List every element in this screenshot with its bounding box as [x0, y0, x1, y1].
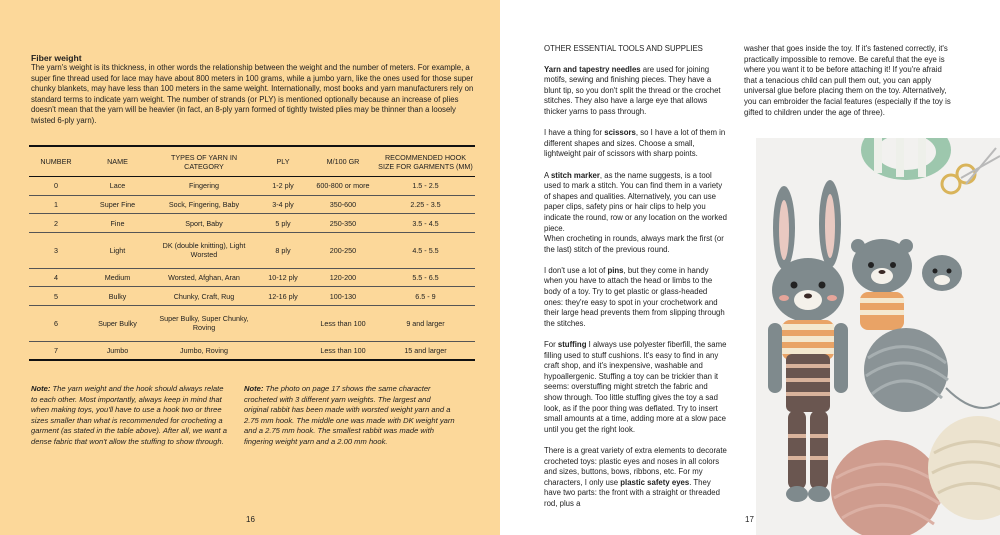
- table-cell: Medium: [83, 268, 152, 287]
- table-cell: 15 and larger: [376, 341, 475, 359]
- page-number-left: 16: [246, 515, 255, 524]
- scissors-icon: [942, 148, 1000, 193]
- note-label: Note:: [244, 384, 264, 393]
- table-row: [29, 233, 475, 269]
- col-header-types: TYPES OF YARN IN CATEGORY: [152, 147, 256, 177]
- note-label: Note:: [31, 384, 51, 393]
- note-photo: [244, 384, 457, 448]
- table-cell: 2.25 - 3.5: [376, 195, 475, 214]
- paragraph-stitch-marker: [544, 171, 727, 235]
- table-header-row: [29, 147, 475, 177]
- table-cell: 1.5 - 2.5: [412, 181, 439, 191]
- table-cell: Jumbo, Roving: [152, 341, 256, 359]
- paragraph-text: I always use polyester fiberfill, the same filling used to stuff cushions. It's easy to find in any craft shop, and it's inexpensive, washable and hypoallergenic. Stuffing a toy can be trickier than it seems: overstuffing might stretch the fabric and show through. Too little stuffing gives the toy a sad look, as if the poor thing was deflated. Try to insert small amounts at a time, adding more at a slow pace until you get the right look.: [544, 340, 727, 434]
- col-header-name: NAME: [83, 147, 152, 177]
- fiber-weight-paragraph: The yarn's weight is its thickness, in other words the relationship between the weight and the number of meters. For example, a super fine thread used for lace may have about 800 meters in 100 grams, while a jumbo yarn, like the ones used for those super chunky blankets, may have less than 100 meters in the same weight. Internationally, most books and yarn manufacturers rely on standard terms to indicate yarn weight. The number of strands (or PLY) is mentioned optionally because an increase of plies doesn't mean that the yarn will be heavier (in fact, an 8-ply yarn formed of tightly twisted plies may be thinner than a loosely twisted 6-ply yarn).: [31, 63, 474, 125]
- table-cell: 600-800 or more: [316, 181, 370, 191]
- table-row: [29, 341, 475, 359]
- table-cell: 5.5 - 6.5: [376, 268, 475, 287]
- medium-bunny-toy: [851, 239, 913, 330]
- table-cell: 4: [29, 268, 83, 287]
- yarn-weight-table: [29, 145, 475, 361]
- paragraph-text: I have a thing for: [544, 128, 605, 138]
- paragraph-text: For: [544, 340, 558, 350]
- large-bunny-toy: [768, 180, 848, 502]
- term-stuffing: stuffing: [557, 340, 587, 350]
- table-cell: Less than 100: [310, 306, 376, 342]
- striped-toy: [861, 138, 951, 180]
- paragraph-text: , but they come in handy when you have to attach the head or limbs to the body of a toy. Try to get plastic or glass-headed ones: they're easy to spot in your crochetwork and their large head prevents them from slipping through the stitches.: [544, 265, 725, 328]
- table-cell: DK (double knitting), Light Worsted: [152, 233, 256, 269]
- table-cell: [256, 341, 310, 359]
- term-safety-eyes: plastic safety eyes: [620, 477, 690, 487]
- table-cell: 9 and larger: [376, 306, 475, 342]
- table-cell: Sock, Fingering, Baby: [152, 195, 256, 214]
- table-cell: Fine: [83, 214, 152, 233]
- table-row: [29, 306, 475, 342]
- term-scissors: scissors: [604, 128, 636, 138]
- term-needles: Yarn and tapestry needles: [544, 64, 641, 74]
- table-cell: 250-350: [310, 214, 376, 233]
- table-cell: Jumbo: [83, 341, 152, 359]
- table-cell: Worsted, Afghan, Aran: [152, 268, 256, 287]
- col-header-meters: M/100 GR: [310, 147, 376, 177]
- section-title: OTHER ESSENTIAL TOOLS AND SUPPLIES: [544, 44, 703, 53]
- table-cell: 200-250: [310, 233, 376, 269]
- small-bunny-head: [922, 255, 962, 291]
- term-stitch-marker: stitch marker: [550, 170, 600, 180]
- table-cell: 120-200: [310, 268, 376, 287]
- paragraph-needles: [544, 65, 727, 118]
- table-cell: 1: [29, 195, 83, 214]
- col-header-hook-size: RECOMMENDED HOOK SIZE FOR GARMENTS (MM): [376, 147, 475, 177]
- table-cell: Super Bulky: [83, 306, 152, 342]
- paragraph-text: . They have two parts: the front with a straight or threaded rod, plus a: [544, 477, 720, 508]
- table-cell: 100-130: [310, 287, 376, 306]
- paragraph-text: A: [544, 170, 551, 180]
- table-cell: 4.5 - 5.5: [376, 233, 475, 269]
- table-cell: Less than 100: [310, 341, 376, 359]
- table-cell: 5: [29, 287, 83, 306]
- table-row: [29, 177, 475, 196]
- table-row: [29, 287, 475, 306]
- term-pins: pins: [607, 265, 624, 275]
- amigurumi-illustration: [756, 138, 1000, 535]
- table-cell: Chunky, Craft, Rug: [152, 287, 256, 306]
- table-cell: 3: [29, 233, 83, 269]
- paragraph-scissors: [544, 128, 727, 160]
- paragraph-text: I don't use a lot of: [544, 265, 608, 275]
- table-cell: Fingering: [189, 181, 219, 191]
- paragraph-safety-eyes: [544, 446, 727, 510]
- table-row: [29, 214, 475, 233]
- table-cell: 8 ply: [256, 233, 310, 269]
- paragraph-text: are used for joining motifs, sewing and finishing pieces. They have a blunt tip, so you don't split the thread or the crochet stitches. They also have a large eye that allows thicker yarns to pass through.: [544, 64, 721, 116]
- table-cell: 1-2 ply: [272, 181, 294, 191]
- note-text: The yarn weight and the hook should always relate to each other. Most importantly, always keep in mind that when making toys, you'll have to use a hook two or three sizes smaller than what is recommended for crocheting a garment (as stated in the table above). After all, we want a dense fabric that won't allow the stuffing to show through.: [31, 384, 227, 446]
- grey-yarn-ball: [864, 328, 1000, 412]
- col-header-number: NUMBER: [29, 147, 83, 177]
- table-cell: 12-16 ply: [256, 287, 310, 306]
- table-cell: 3-4 ply: [256, 195, 310, 214]
- paragraph-stuffing: [544, 340, 727, 435]
- fiber-weight-heading: Fiber weight: [31, 53, 82, 63]
- col-header-ply: PLY: [256, 147, 310, 177]
- paragraph-text: , as the name suggests, is a tool used to mark a stitch. You can find them in a variety of shapes and qualities. Alternatively, you can use paper clips, safety pins or hair clips to help you indicate the round, row or any location on the worked piece.: [544, 170, 727, 233]
- page-number-right: 17: [745, 515, 754, 524]
- table-cell: Lace: [109, 181, 126, 191]
- right-column-1: [544, 44, 727, 510]
- table-cell: Super Fine: [83, 195, 152, 214]
- table-cell: 6.5 - 9: [376, 287, 475, 306]
- table-cell: 5 ply: [256, 214, 310, 233]
- table-cell: Super Bulky, Super Chunky, Roving: [152, 306, 256, 342]
- table-cell: 2: [29, 214, 83, 233]
- table-cell: [256, 306, 310, 342]
- table-cell: Sport, Baby: [152, 214, 256, 233]
- table-cell: 3.5 - 4.5: [376, 214, 475, 233]
- note-yarn-hook: [31, 384, 231, 448]
- paragraph-text: , so I have a lot of them in different shapes and sizes. Choose a small, lightweight pair of scissors with sharp points.: [544, 128, 726, 159]
- paragraph-text: There is a great variety of extra elements to decorate crocheted toys: plastic eyes and noses in all colors and sizes, buttons, bows, ribbons, etc. For my characters, I only use: [544, 445, 727, 487]
- amigurumi-photo: [756, 138, 1000, 535]
- pink-yarn-ball: [831, 440, 941, 535]
- paragraph-pins: [544, 266, 727, 330]
- table-row: [29, 268, 475, 287]
- table-cell: 6: [29, 306, 83, 342]
- note-text: The photo on page 17 shows the same character crocheted with 3 different yarn weights. The largest and original rabbit has been made with worsted weight yarn and a 2.75 mm hook. The middle one was made with DK weight yarn and a 2.75 mm hook. The smallest rabbit was made with fingering weight yarn and a 2.00 mm hook.: [244, 384, 455, 446]
- table-row: [29, 195, 475, 214]
- table-cell: Bulky: [83, 287, 152, 306]
- table-cell: Light: [83, 233, 152, 269]
- table-cell: 7: [29, 341, 83, 359]
- table-cell: 0: [54, 181, 58, 191]
- paragraph-rounds: When crocheting in rounds, always mark the first (or the last) stitch of the previous round.: [544, 234, 724, 254]
- table-cell: 10-12 ply: [256, 268, 310, 287]
- paragraph-washer: washer that goes inside the toy. If it's fastened correctly, it's practically impossible to remove. Be careful that the eye is where you want it to be before attaching it! If you're afraid that a tenacious child can pull them out, you can apply universal glue before placing them on the toy. Alternatively, you can embroider the facial features (especially if the toy is gifted to children under the age of three).: [744, 44, 951, 117]
- table-cell: 350-600: [310, 195, 376, 214]
